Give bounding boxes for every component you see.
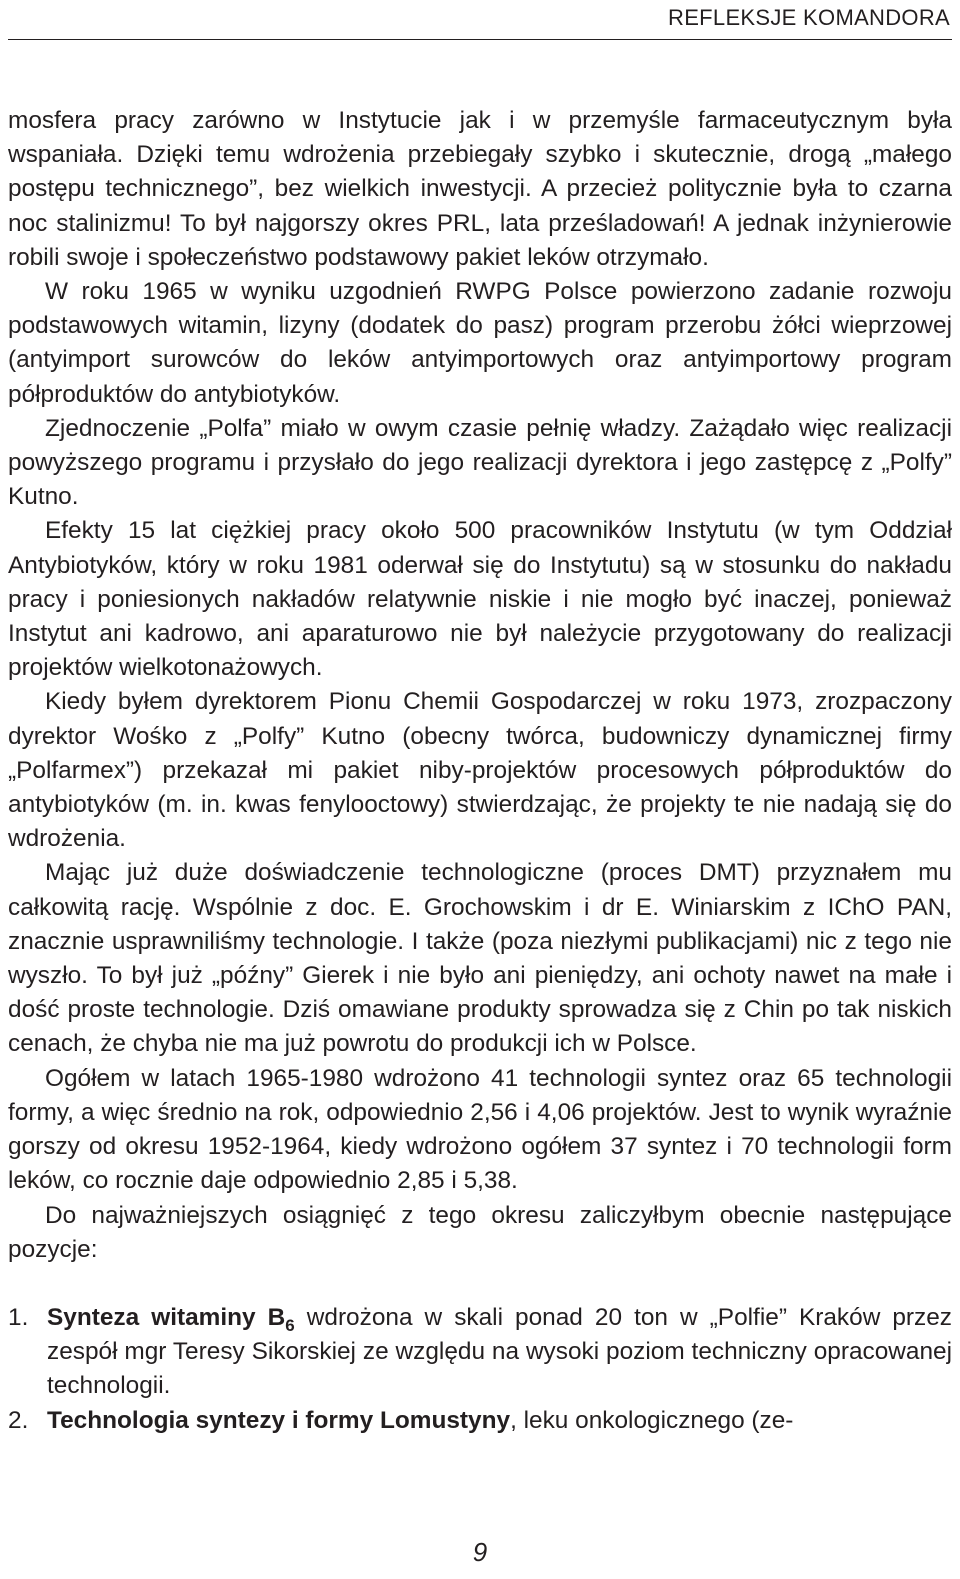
list-item-subscript: 6 xyxy=(285,1315,295,1335)
paragraph-continued: mosfera pracy zarówno w Instytucie jak i w przemyśle farmaceutycznym była wspaniała. Dzięki temu wdrożenia przebiegały szybko i skutecznie, drogą „małego postępu technicznego”, bez wielkich inwestycji. A przecież politycznie była to czarna noc stalinizmu! To był najgorszy okres PRL, lata prześladowań! A jednak inżynierowie robili swoje i społeczeństwo podstawowy pakiet leków otrzymało. xyxy=(8,107,952,271)
list-item-number: 2. xyxy=(8,1406,29,1434)
list-item xyxy=(8,1301,952,1404)
list-item-title: Technologia syntezy i formy Lomustyny xyxy=(47,1406,511,1434)
paragraph: Kiedy byłem dyrektorem Pionu Chemii Gospodarczej w roku 1973, zrozpaczony dyrektor Wośko z „Polfy” Kutno (obecny twórca, budowniczy dynamicznej firmy „Polfarmex”) przekazał mi pakiet niby-projektów procesowych półproduktów do antybiotyków (m. in. kwas fenylooctowy) stwierdzając, że projekty te nie nadają się do wdrożenia. xyxy=(8,688,952,853)
paragraph: Efekty 15 lat ciężkiej pracy około 500 pracowników Instytutu (w tym Oddział Antybiotyków, który w roku 1981 oderwał się do Instytutu) są w stosunku do nakładu pracy i poniesionych nakładów relatywnie niskie i nie mogło być inaczej, ponieważ Instytut ani kadrowo, ani aparaturowo nie był należycie przygotowany do realizacji projektów wielkotonażowych. xyxy=(8,517,952,682)
running-header: REFLEKSJE KOMANDORA xyxy=(668,5,950,30)
paragraph: W roku 1965 w wyniku uzgodnień RWPG Polsce powierzono zadanie rozwoju podstawowych witamin, lizyny (dodatek do pasz) program przerobu żółci wieprzowej (antyimport surowców do leków antyimportowych oraz antyimportowy program półproduktów do antybiotyków. xyxy=(8,278,952,408)
article-body xyxy=(8,104,952,1438)
header-rule xyxy=(8,39,952,40)
list-item-text: wdrożona w skali ponad 20 ton w „Polfie” Kraków przez zespół mgr Teresy Sikorskiej ze względu na wysoki poziom techniczny opracowanej technologii. xyxy=(47,1303,952,1400)
list-item-title: Synteza witaminy B xyxy=(47,1303,286,1331)
list-item xyxy=(8,1404,952,1438)
paragraph: Mając już duże doświadczenie technologiczne (proces DMT) przyznałem mu całkowitą rację. Wspólnie z doc. E. Grochowskim i dr E. Winiarskim z IChO PAN, znacznie usprawniliśmy technologie. I także (poza niezłymi publikacjami) nic z tego nie wyszło. To był już „późny” Gierek i nie było ani pieniędzy, ani ochoty nawet na małe i dość proste technologie. Dziś omawiane produkty sprowadza się z Chin po tak niskich cenach, że chyba nie ma już powrotu do produkcji ich w Polsce. xyxy=(8,859,952,1058)
paragraph: Ogółem w latach 1965-1980 wdrożono 41 technologii syntez oraz 65 technologii formy, a więc średnio na rok, odpowiednio 2,56 i 4,06 projektów. Jest to wynik wyraźnie gorszy od okresu 1952-1964, kiedy wdrożono ogółem 37 syntez i 70 technologii form leków, co rocznie daje odpowiednio 2,85 i 5,38. xyxy=(8,1064,952,1195)
paragraph: Do najważniejszych osiągnięć z tego okresu zaliczyłbym obecnie następujące pozycje: xyxy=(8,1201,952,1263)
achievements-list xyxy=(8,1301,952,1438)
list-item-text: , leku onkologicznego (ze- xyxy=(510,1406,794,1434)
page-number: 9 xyxy=(472,1537,488,1567)
paragraph: Zjednoczenie „Polfa” miało w owym czasie pełnię władzy. Zażądało więc realizacji powyższego programu i przysłało do jego realizacji dyrektora i jego zastępcę z „Polfy” Kutno. xyxy=(8,414,952,511)
list-item-number: 1. xyxy=(8,1303,29,1331)
